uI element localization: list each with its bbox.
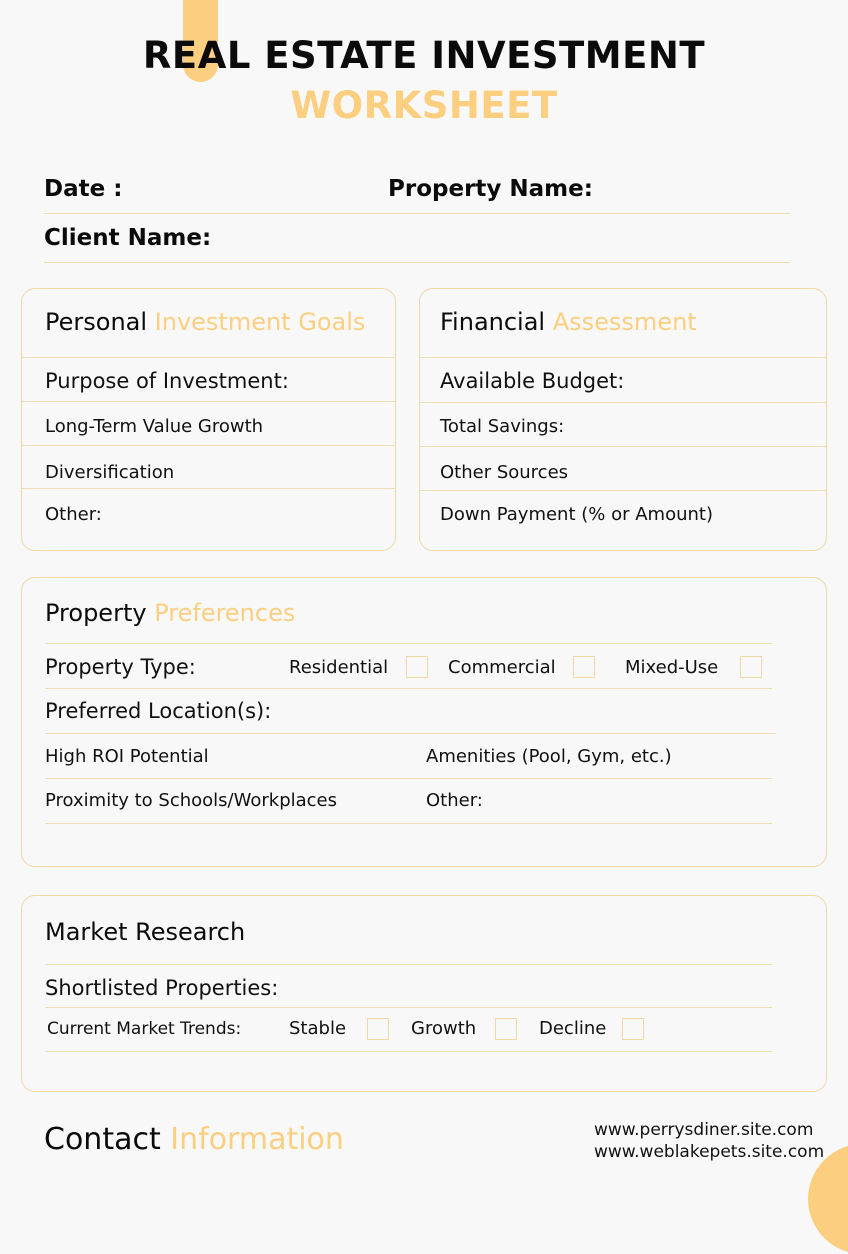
page-subtitle: WORKSHEET: [290, 84, 558, 127]
divider: [45, 1007, 772, 1008]
shortlisted-label: Shortlisted Properties:: [45, 976, 279, 1000]
commercial-checkbox[interactable]: [573, 656, 595, 678]
budget-item[interactable]: Down Payment (% or Amount): [440, 504, 713, 525]
budget-item[interactable]: Total Savings:: [440, 416, 565, 437]
preferred-location-label: Preferred Location(s):: [45, 699, 272, 723]
mixed-use-checkbox[interactable]: [740, 656, 762, 678]
financial-card: [419, 288, 827, 551]
divider: [420, 357, 826, 358]
client-name-label: Client Name:: [44, 225, 212, 251]
location-item[interactable]: Amenities (Pool, Gym, etc.): [426, 746, 672, 767]
location-item[interactable]: Proximity to Schools/Workplaces: [45, 790, 337, 811]
property-preferences-card: [21, 577, 827, 867]
property-preferences-title-accent: Preferences: [154, 599, 296, 627]
purpose-heading: Purpose of Investment:: [45, 369, 289, 393]
divider: [45, 823, 772, 824]
divider: [45, 1051, 772, 1052]
divider: [45, 688, 772, 689]
type-commercial-label: Commercial: [448, 657, 556, 678]
client-name-line[interactable]: [44, 262, 790, 263]
personal-goals-title-accent: Investment Goals: [154, 308, 366, 336]
financial-title: [440, 308, 697, 336]
property-type-label: Property Type:: [45, 655, 196, 679]
divider: [45, 733, 776, 734]
location-item[interactable]: High ROI Potential: [45, 746, 209, 767]
type-residential-label: Residential: [289, 657, 389, 678]
decline-checkbox[interactable]: [622, 1018, 644, 1040]
stable-checkbox[interactable]: [367, 1018, 389, 1040]
divider: [420, 490, 826, 491]
website-link[interactable]: www.weblakepets.site.com: [594, 1142, 825, 1162]
contact-title-main: Contact: [44, 1122, 161, 1157]
trend-growth-label: Growth: [411, 1018, 477, 1039]
personal-goals-card: [21, 288, 396, 551]
property-preferences-title-main: Property: [45, 599, 147, 627]
date-property-line[interactable]: [44, 213, 790, 214]
divider: [420, 446, 826, 447]
divider: [45, 643, 772, 644]
page-title: REAL ESTATE INVESTMENT: [142, 34, 706, 77]
contact-title-accent: Information: [170, 1122, 344, 1157]
budget-item[interactable]: Other Sources: [440, 462, 569, 483]
financial-title-accent: Assessment: [552, 308, 697, 336]
website-link[interactable]: www.perrysdiner.site.com: [594, 1120, 814, 1140]
divider: [45, 964, 772, 965]
property-preferences-title: [45, 599, 295, 627]
growth-checkbox[interactable]: [495, 1018, 517, 1040]
goal-item[interactable]: Other:: [45, 504, 102, 525]
divider: [420, 402, 826, 403]
market-research-card: [21, 895, 827, 1092]
type-mixed-use-label: Mixed-Use: [625, 657, 719, 678]
divider: [22, 357, 395, 358]
divider: [45, 778, 772, 779]
divider: [22, 401, 395, 402]
trend-decline-label: Decline: [539, 1018, 607, 1039]
property-name-label: Property Name:: [388, 176, 593, 202]
divider: [22, 445, 395, 446]
location-item[interactable]: Other:: [426, 790, 483, 811]
market-trends-label: Current Market Trends:: [47, 1019, 242, 1039]
financial-title-main: Financial: [440, 308, 546, 336]
personal-goals-title: [45, 308, 365, 336]
divider: [22, 488, 395, 489]
personal-goals-title-main: Personal: [45, 308, 148, 336]
market-research-title: Market Research: [45, 918, 246, 946]
goal-item[interactable]: Long-Term Value Growth: [45, 416, 264, 437]
budget-heading: Available Budget:: [440, 369, 625, 393]
date-label: Date :: [44, 176, 123, 202]
goal-item[interactable]: Diversification: [45, 462, 175, 483]
contact-title: [44, 1122, 344, 1157]
trend-stable-label: Stable: [289, 1018, 347, 1039]
residential-checkbox[interactable]: [406, 656, 428, 678]
